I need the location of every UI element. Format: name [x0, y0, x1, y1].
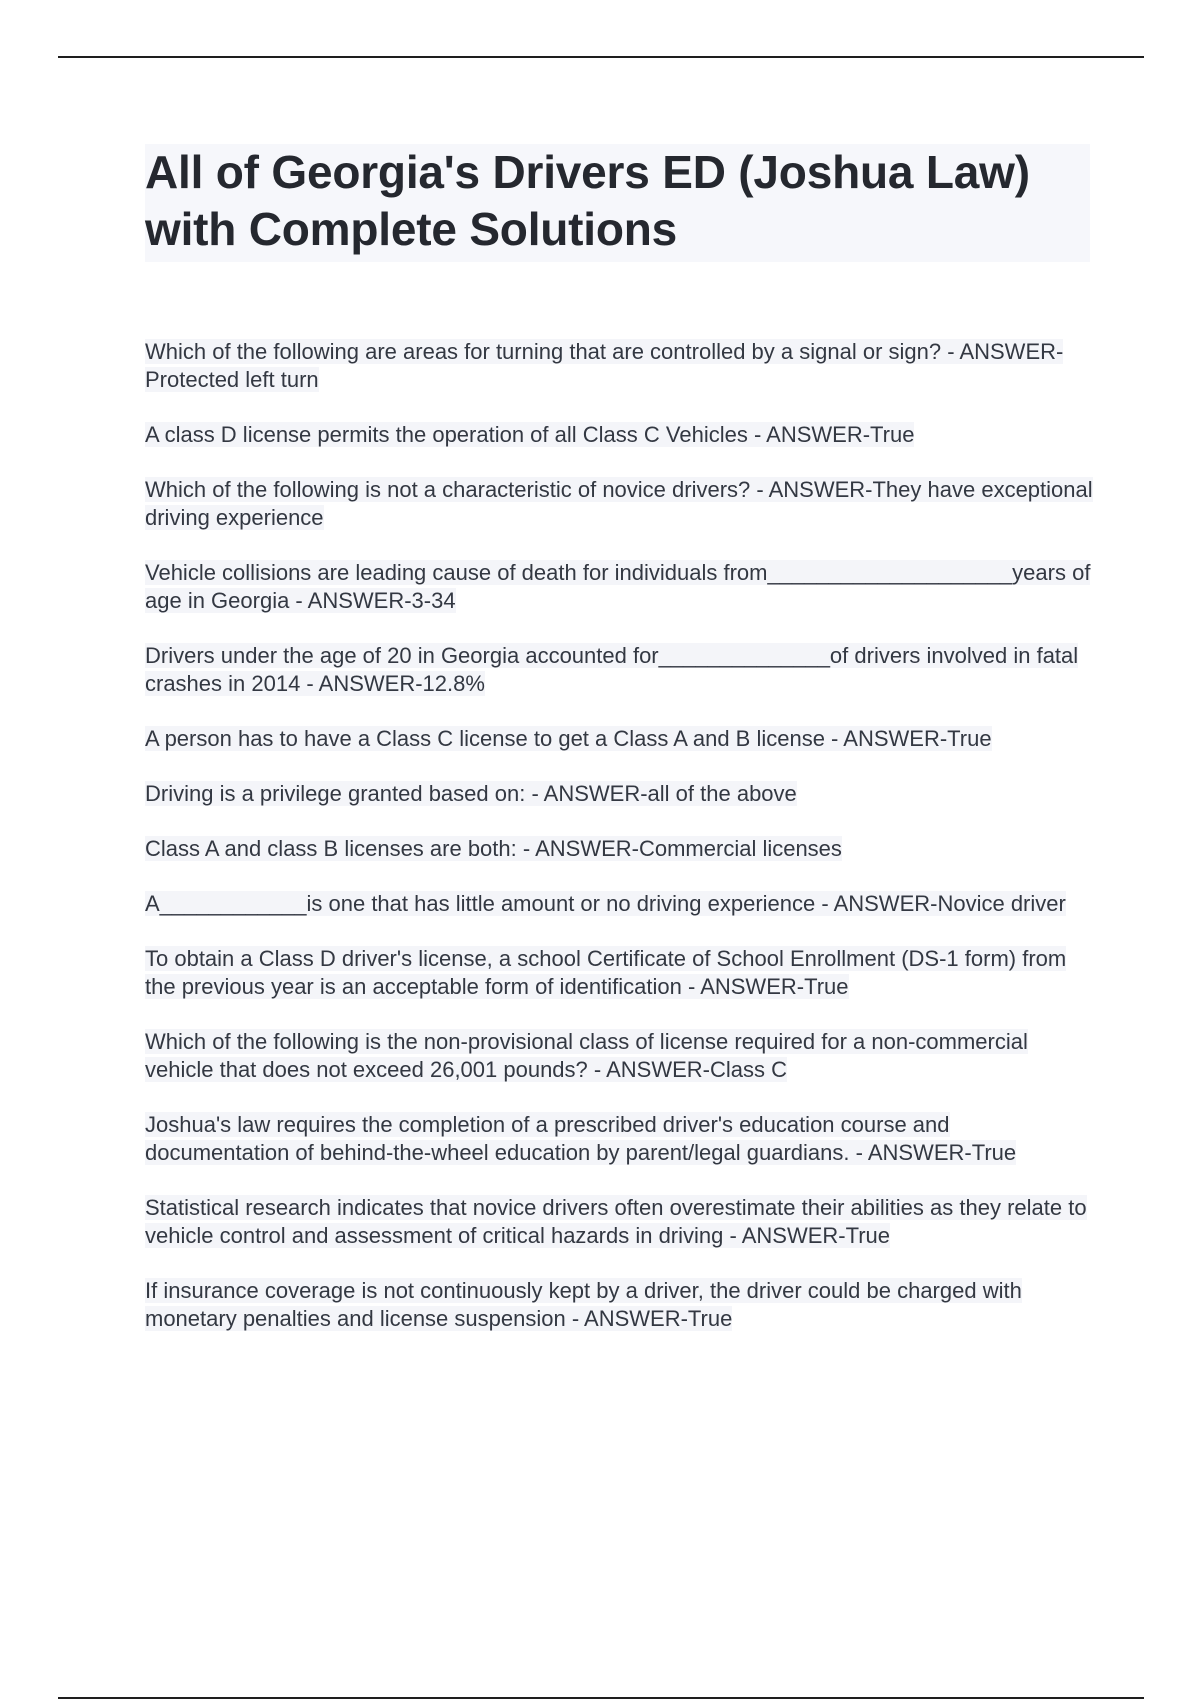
qa-item [145, 780, 1095, 808]
qa-text: Class A and class B licenses are both: - ANSWER-Commercial licenses [145, 836, 842, 861]
top-rule [58, 56, 1144, 58]
qa-text: Driving is a privilege granted based on: - ANSWER-all of the above [145, 781, 797, 806]
qa-item [145, 421, 1095, 449]
qa-text: Statistical research indicates that novice drivers often overestimate their abilities as they relate to vehicle control and assessment of critical hazards in driving - ANSWER-True [145, 1195, 1087, 1248]
title-line-2: with Complete Solutions [145, 203, 678, 255]
title-line-1: All of Georgia's Drivers ED (Joshua Law) [145, 146, 1030, 198]
qa-list [145, 338, 1095, 1360]
qa-text: A____________is one that has little amount or no driving experience - ANSWER-Novice driver [145, 891, 1066, 916]
qa-item [145, 890, 1095, 918]
qa-text: Which of the following are areas for turning that are controlled by a signal or sign? - ANSWER-Protected left turn [145, 339, 1064, 392]
qa-text: Drivers under the age of 20 in Georgia accounted for______________of drivers involved in fatal crashes in 2014 - ANSWER-12.8% [145, 643, 1079, 696]
document-title [145, 144, 1090, 258]
qa-item [145, 1194, 1095, 1250]
title-block [145, 144, 1090, 262]
qa-text: Which of the following is the non-provisional class of license required for a non-commercial vehicle that does not exceed 26,001 pounds? - ANSWER-Class C [145, 1029, 1028, 1082]
qa-item [145, 725, 1095, 753]
qa-item [145, 559, 1095, 615]
qa-text: A person has to have a Class C license to get a Class A and B license - ANSWER-True [145, 726, 992, 751]
qa-item [145, 1277, 1095, 1333]
qa-item [145, 1028, 1095, 1084]
qa-text: To obtain a Class D driver's license, a school Certificate of School Enrollment (DS-1 form) from the previous year is an acceptable form of identification - ANSWER-True [145, 946, 1067, 999]
qa-text: If insurance coverage is not continuously kept by a driver, the driver could be charged with monetary penalties and license suspension - ANSWER-True [145, 1278, 1022, 1331]
qa-text: Vehicle collisions are leading cause of death for individuals from____________________years of age in Georgia - ANSWER-3-34 [145, 560, 1091, 613]
qa-item [145, 642, 1095, 698]
qa-item [145, 945, 1095, 1001]
qa-text: Which of the following is not a characteristic of novice drivers? - ANSWER-They have exceptional driving experience [145, 477, 1093, 530]
qa-text: A class D license permits the operation of all Class C Vehicles - ANSWER-True [145, 422, 915, 447]
qa-item [145, 476, 1095, 532]
qa-text: Joshua's law requires the completion of a prescribed driver's education course and documentation of behind-the-wheel education by parent/legal guardians. - ANSWER-True [145, 1112, 1017, 1165]
bottom-rule [58, 1697, 1144, 1699]
qa-item [145, 835, 1095, 863]
qa-item [145, 1111, 1095, 1167]
qa-item [145, 338, 1095, 394]
